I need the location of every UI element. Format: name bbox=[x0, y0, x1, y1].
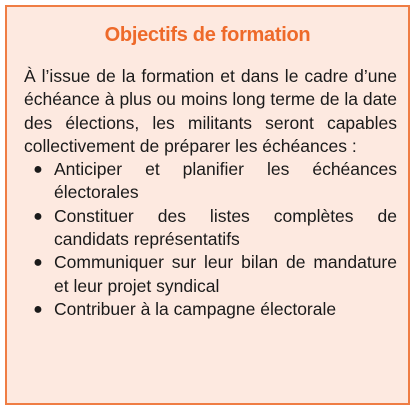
objectives-box bbox=[5, 5, 410, 405]
list-item bbox=[24, 158, 397, 205]
intro-paragraph: À l’issue de la formation et dans le cadre d’une échéance à plus ou moins long terme de la date des élections, les militants seront capables collectivement de préparer les échéances : bbox=[24, 66, 397, 156]
list-item-text: Constituer des listes complètes de candidats représentatifs bbox=[54, 205, 397, 250]
box-body bbox=[24, 65, 397, 321]
box-title: Objectifs de formation bbox=[104, 24, 311, 46]
bullet-icon: ● bbox=[33, 161, 43, 179]
objectives-list bbox=[24, 158, 397, 321]
list-item-text: Anticiper et planifier les échéances électorales bbox=[54, 159, 397, 203]
list-item-text: Communiquer sur leur bilan de mandature et leur projet syndical bbox=[54, 252, 397, 296]
list-item bbox=[24, 298, 397, 321]
list-item-text: Contribuer à la campagne électorale bbox=[54, 298, 337, 319]
bullet-icon: ● bbox=[33, 300, 43, 318]
list-item bbox=[24, 251, 397, 298]
list-item bbox=[24, 205, 397, 252]
bullet-icon: ● bbox=[33, 207, 43, 225]
bullet-icon: ● bbox=[33, 254, 43, 272]
